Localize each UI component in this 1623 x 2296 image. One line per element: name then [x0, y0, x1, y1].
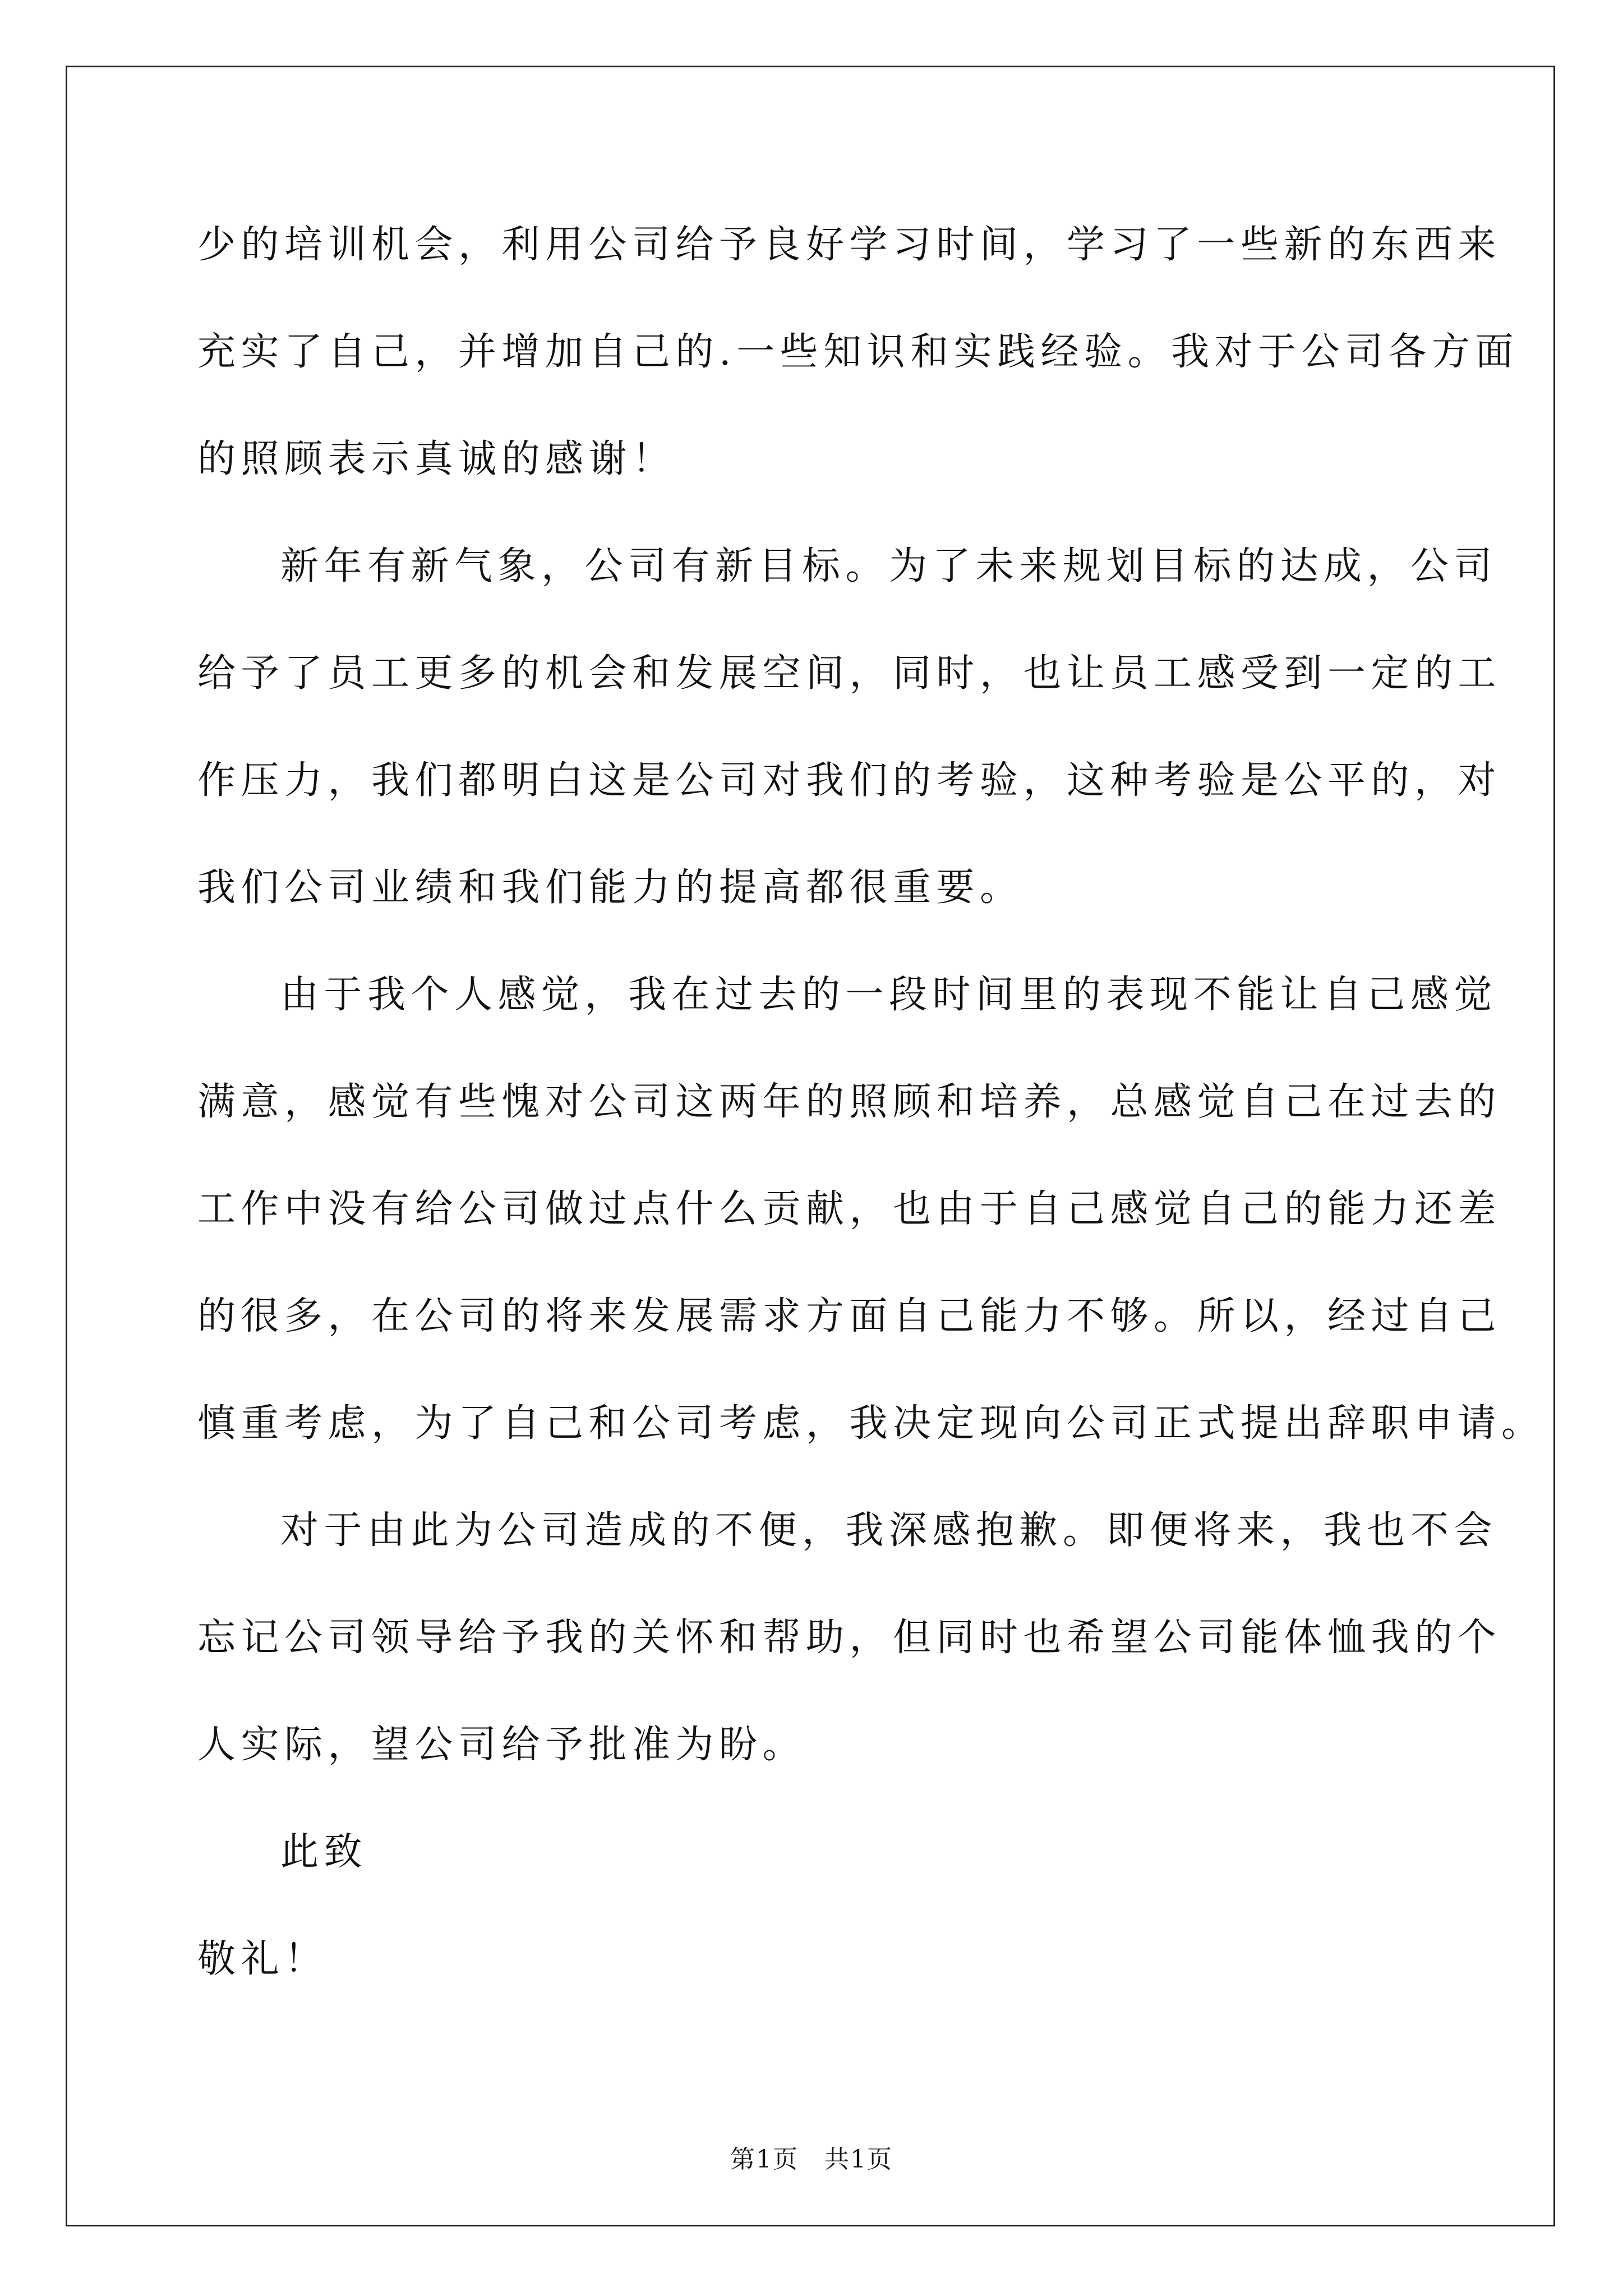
paragraph-3-line-3: 工作中没有给公司做过点什么贡献，也由于自己感觉自己的能力还差 — [197, 1187, 1502, 1231]
paragraph-1-line-1: 少的培训机会，利用公司给予良好学习时间，学习了一些新的东西来 — [197, 223, 1502, 267]
paragraph-4-line-1: 对于由此为公司造成的不便，我深感抱歉。即便将来，我也不会 — [280, 1508, 1498, 1553]
paragraph-1-line-3: 的照顾表示真诚的感谢！ — [197, 437, 676, 481]
paragraph-1-line-2: 充实了自己，并增加自己的.一些知识和实践经验。我对于公司各方面 — [197, 330, 1519, 374]
paragraph-3-line-1: 由于我个人感觉，我在过去的一段时间里的表现不能让自己感觉 — [280, 973, 1498, 1017]
paragraph-3-line-5: 慎重考虑，为了自己和公司考虑，我决定现向公司正式提出辞职申请。 — [197, 1401, 1545, 1446]
paragraph-4-line-3: 人实际，望公司给予批准为盼。 — [197, 1723, 806, 1767]
paragraph-3-line-4: 的很多，在公司的将来发展需求方面自己能力不够。所以，经过自己 — [197, 1294, 1502, 1338]
paragraph-2-line-2: 给予了员工更多的机会和发展空间，同时，也让员工感受到一定的工 — [197, 651, 1502, 696]
closing-regards: 敬礼！ — [197, 1937, 328, 1981]
paragraph-3-line-2: 满意，感觉有些愧对公司这两年的照顾和培养，总感觉自己在过去的 — [197, 1080, 1502, 1124]
paragraph-4-line-2: 忘记公司领导给予我的关怀和帮助，但同时也希望公司能体恤我的个 — [197, 1616, 1502, 1660]
paragraph-2-line-3: 作压力，我们都明白这是公司对我们的考验，这种考验是公平的，对 — [197, 758, 1502, 803]
paragraph-2-line-4: 我们公司业绩和我们能力的提高都很重要。 — [197, 866, 1023, 910]
closing-salutation: 此致 — [280, 1830, 368, 1874]
page-number-footer: 第1页 共1页 — [730, 2145, 893, 2174]
paragraph-2-line-1: 新年有新气象，公司有新目标。为了未来规划目标的达成，公司 — [280, 544, 1498, 588]
